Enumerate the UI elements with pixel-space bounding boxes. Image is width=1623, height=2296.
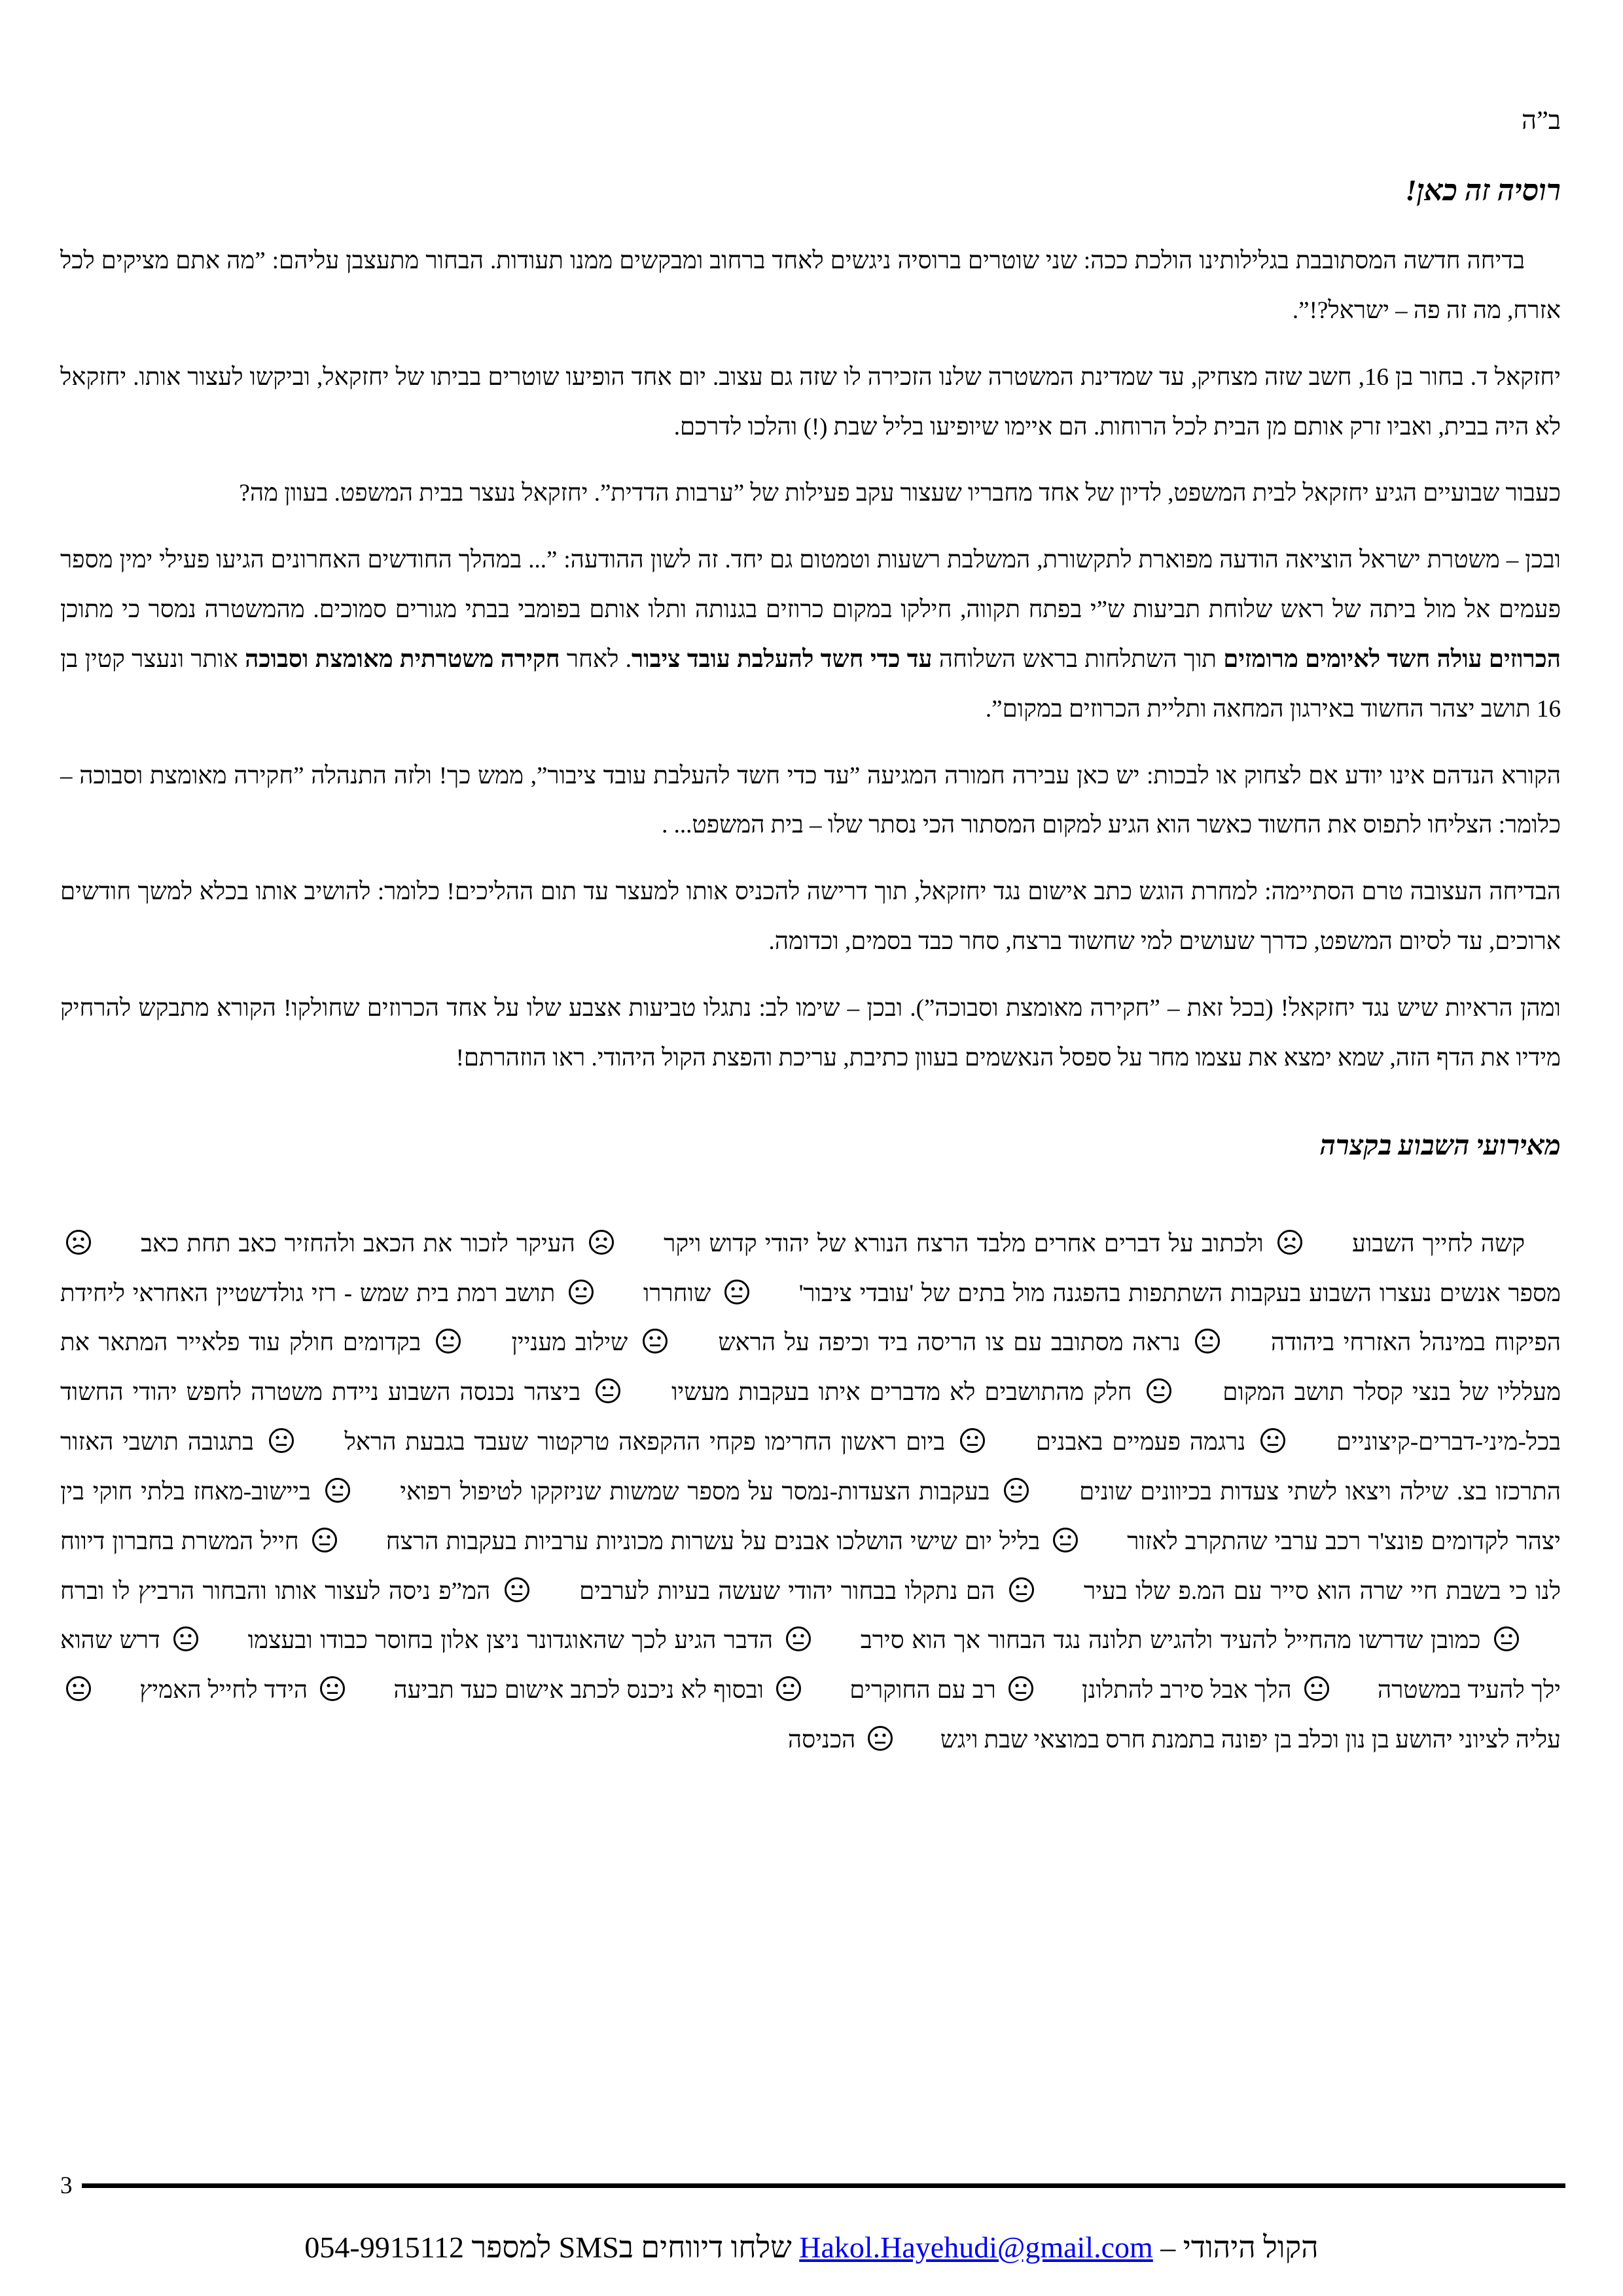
text-run: הם נתקלו בבחור יהודי שעשה בעיות לערבים	[571, 1577, 1003, 1605]
text-run: המ”פ ניסה לעצור אותו והבחור הרביץ לו וברח	[60, 1577, 499, 1605]
text-run: בקדומים חולק עוד פלאייר המתאר את מעלליו של בנצי קסלר תושב המקום	[60, 1329, 1561, 1407]
neutral-face-icon	[1298, 1666, 1371, 1715]
neutral-face-icon	[168, 1616, 240, 1666]
text-run: אותר ונעצר קטין בן 16 תושב יצהר החשוד באירגון המחאה ותליית הכרוזים במקום”.	[60, 645, 1561, 723]
text-run: ולכתוב על דברים אחרים מלבד הרצח הנורא של יהודי קדוש ויקר	[656, 1230, 1272, 1257]
text-run: שילוב מעניין	[502, 1329, 637, 1357]
neutral-face-icon	[590, 1368, 662, 1418]
text-run: העיקר לזכור את הכאב ולהחזיר כאב תחת כאב	[133, 1230, 584, 1257]
text-run: נראה מסתובב עם צו הריסה ביד וכיפה על הראש	[709, 1329, 1190, 1357]
text-run: בעקבות הצעדות-נמסר על מספר שמשות שניזקקו לטיפול רפואי	[391, 1478, 999, 1505]
neutral-face-icon	[780, 1616, 853, 1666]
text-run: נרגמה פעמיים באבנים	[1026, 1429, 1255, 1456]
paragraph	[60, 353, 1561, 452]
text-run: בדיחה חדשה המסתובבת בגלילותינו הולכת ככה: שני שוטרים ברוסיה ניגשים לאחד ברחוב ומבקשים ממנו תעודות. הבחור מתעצבן עליהם: ”מה אתם מציקים לכל אזרח, מה זה פה – ישראל?!”.	[60, 247, 1561, 324]
sad-face-icon	[60, 1219, 133, 1269]
text-run: מספר אנשים נעצרו השבוע בעקבות השתתפות בהפגנה מול בתים של 'עובדי ציבור'	[791, 1280, 1561, 1307]
neutral-face-icon	[430, 1318, 503, 1368]
text-run: הידד לחייל האמיץ	[133, 1677, 315, 1704]
text-run: ובכן – משטרת ישראל הוציאה הודעה מפוארת לתקשורת, המשלבת רשעות וטמטום גם יחד. זה לשון ההודעה: ”... במהלך החודשים האחרונים הגיעו פעילי ימין מספר פעמים אל מול ביתה של ראש שלוחת תביעות ש”י בפתח תקווה, חילקו במקום כרוזים בגנותה ותלו אותם בפומבי בבתי מגורים סמוכים. מהמשטרה נמסר כי מתוכן	[60, 547, 1561, 624]
email-link[interactable]: Hakol.Hayehudi@gmail.com	[799, 2231, 1153, 2264]
neutral-face-icon	[637, 1318, 709, 1368]
neutral-face-icon	[719, 1269, 791, 1319]
paragraph	[60, 236, 1561, 336]
text-run: הכניסה	[787, 1727, 862, 1754]
sad-face-icon	[583, 1219, 656, 1269]
neutral-face-icon	[1047, 1517, 1120, 1567]
footer-text-run: הקול היהודי –	[1152, 2231, 1319, 2264]
page-content	[60, 105, 1561, 1782]
text-run: הדבר הגיע לכך שהאוגדונר ניצן אלון בחוסר כבודו ובעצמו	[240, 1627, 781, 1655]
text-run: רב עם החוקרים	[843, 1677, 1003, 1704]
neutral-face-icon	[1255, 1418, 1327, 1467]
text-run: ביום ראשון החרימו פקחי ההקפאה טרקטור שעבד בגבעת הראל	[335, 1429, 954, 1456]
text-run: הלך אבל סירב להתלונן	[1075, 1677, 1298, 1704]
neutral-face-icon	[319, 1467, 392, 1517]
text-run: ביצהר נכנסה השבוע ניידת משטרה לחפש יהודי החשוד בכל-מיני-דברים-קיצוניים	[60, 1379, 1561, 1456]
neutral-face-icon	[499, 1567, 571, 1617]
neutral-face-icon	[954, 1418, 1027, 1467]
neutral-face-icon	[1488, 1616, 1561, 1666]
page-number: 3	[60, 2172, 73, 2199]
text-run: בתגובה תושבי האזור התרכזו בצ. שילה ויצאו לשתי צעדות בכיוונים שונים	[60, 1429, 1561, 1505]
neutral-face-icon	[1003, 1567, 1076, 1617]
text-run: ובסוף לא ניכנס לכתב אישום כעד תביעה	[387, 1677, 771, 1704]
text-run: שוחררו	[635, 1280, 719, 1307]
text-run: קשה לחייך השבוע	[1344, 1230, 1525, 1257]
sad-face-icon	[1272, 1219, 1344, 1269]
text-run: הקורא הנדהם אינו יודע אם לצחוק או לבכות: יש כאן עבירה חמורה המגיעה ”עד כדי חשד להעלבת עובד ציבור”, ממש כך! ולזה התנהלה ”חקירה מאומצת וסבוכה – כלומר: הצליחו לתפוס את החשוד כאשר הוא הגיע למקום המסתור הכי נסתר שלו – בית המשפט... .	[60, 762, 1561, 839]
paragraph	[60, 1219, 1561, 1765]
text-run: חייל המשרת בחברון דיווח לנו כי בשבת חיי שרה הוא סייר עם המ.פ שלו בעיר	[60, 1528, 1561, 1605]
paragraph	[60, 984, 1561, 1083]
article-body	[60, 236, 1561, 1083]
text-run: הבדיחה העצובה טרם הסתיימה: למחרת הוגש כתב אישום נגד יחזקאל, תוך דרישה להכניס אותו למעצר עד תום ההליכים! כלומר: להושיב אותו בכלא למשך חודשים ארוכים, עד לסיום המשפט, כדרך שעושים למי שחשוד ברצח, סחר כבד בסמים, וכדומה.	[60, 878, 1561, 956]
paragraph	[60, 535, 1561, 734]
text-run: עליה לציוני יהושע בן נון וכלב בן יפונה בתמנת חרס במוצאי שבת ויגש	[934, 1727, 1561, 1754]
text-run: ביישוב-מאחז בלתי חוקי בין יצהר לקדומים פונצ'ר רכב ערבי שהתקרב לאזור	[60, 1478, 1561, 1555]
bold-text: הכרוזים עולה חשד לאיומים מרומזים	[1223, 645, 1561, 673]
article-title: רוסיה זה כאן!	[1405, 174, 1561, 207]
neutral-face-icon	[1003, 1666, 1075, 1715]
footer-contact-line	[0, 2230, 1623, 2265]
neutral-face-icon	[563, 1269, 635, 1319]
neutral-face-icon	[314, 1666, 387, 1715]
text-run: בליל יום שישי הושלכו אבנים על עשרות מכוניות ערביות בעקבות הרצח	[378, 1528, 1048, 1555]
neutral-face-icon	[998, 1467, 1071, 1517]
text-run: דרש שהוא ילך להעיד במשטרה	[60, 1627, 1561, 1704]
footer-rule-row	[60, 2174, 1565, 2198]
neutral-face-icon	[862, 1715, 935, 1765]
bold-text: חקירה משטרתית מאומצת וסבוכה	[245, 645, 560, 673]
bold-text: עד כדי חשד להעלבת עובד ציבור	[631, 645, 933, 673]
text-run: ומהן הראיות שיש נגד יחזקאל! (בכל זאת – ”חקירה מאומצת וסבוכה”). ובכן – שימו לב: נתגלו טביעות אצבע שלו על אחד הכרוזים שחולקו! הקורא מתבקש להרחיק מידיו את הדף הזה, שמא ימצא את עצמו מחר על ספסל הנאשמים בעוון כתיבת, עריכת והפצת הקול היהודי. ראו הוזהרתם!	[60, 994, 1561, 1071]
text-run: כמובן שדרשו מהחייל להעיד ולהגיש תלונה נגד הבחור אך הוא סירב	[853, 1627, 1488, 1655]
neutral-face-icon	[306, 1517, 379, 1567]
text-run: כעבור שבועיים הגיע יחזקאל לבית המשפט, לדיון של אחד מחבריו שעצור עקב פעילות של ”ערבות הדדית”. יחזקאל נעצר בבית המשפט. בעוון מה?	[239, 480, 1561, 507]
text-run: יחזקאל ד. בחור בן 16, חשב שזה מצחיק, עד שמדינת המשטרה שלנו הזכירה לו שזה גם עצוב. יום אחד הופיעו שוטרים בביתו של יחזקאל, וביקשו לעצור אותו. יחזקאל לא היה בבית, ואביו זרק אותם מן הבית לכל הרוחות. הם איימו שיופיעו בליל שבת (!) והלכו לדרכם.	[60, 363, 1561, 440]
footer-rule	[82, 2183, 1566, 2188]
paragraph	[60, 469, 1561, 518]
text-run: חלק מהתושבים לא מדברים איתו בעקבות מעשיו	[662, 1379, 1141, 1407]
neutral-face-icon	[60, 1666, 133, 1715]
neutral-face-icon	[1141, 1368, 1213, 1418]
neutral-face-icon	[770, 1666, 843, 1715]
text-run: תושב רמת בית שמש - רזי גולדשטיין האחראי ליחידת הפיקוח במינהל האזרחי ביהודה	[60, 1280, 1561, 1357]
footer-text-run: שלחו דיווחים בSMS למספר 054-9915112	[304, 2231, 800, 2264]
text-run: תוך השתלחות בראש השלוחה	[932, 645, 1224, 673]
text-run: . לאחר	[560, 645, 632, 673]
neutral-face-icon	[1189, 1318, 1262, 1368]
events-body	[60, 1219, 1561, 1765]
events-section-title: מאירועי השבוע בקצרה	[1319, 1130, 1561, 1161]
paragraph	[60, 867, 1561, 967]
neutral-face-icon	[263, 1418, 336, 1467]
paragraph	[60, 751, 1561, 851]
besiyata-dishmaya: ב”ה	[1521, 105, 1561, 135]
